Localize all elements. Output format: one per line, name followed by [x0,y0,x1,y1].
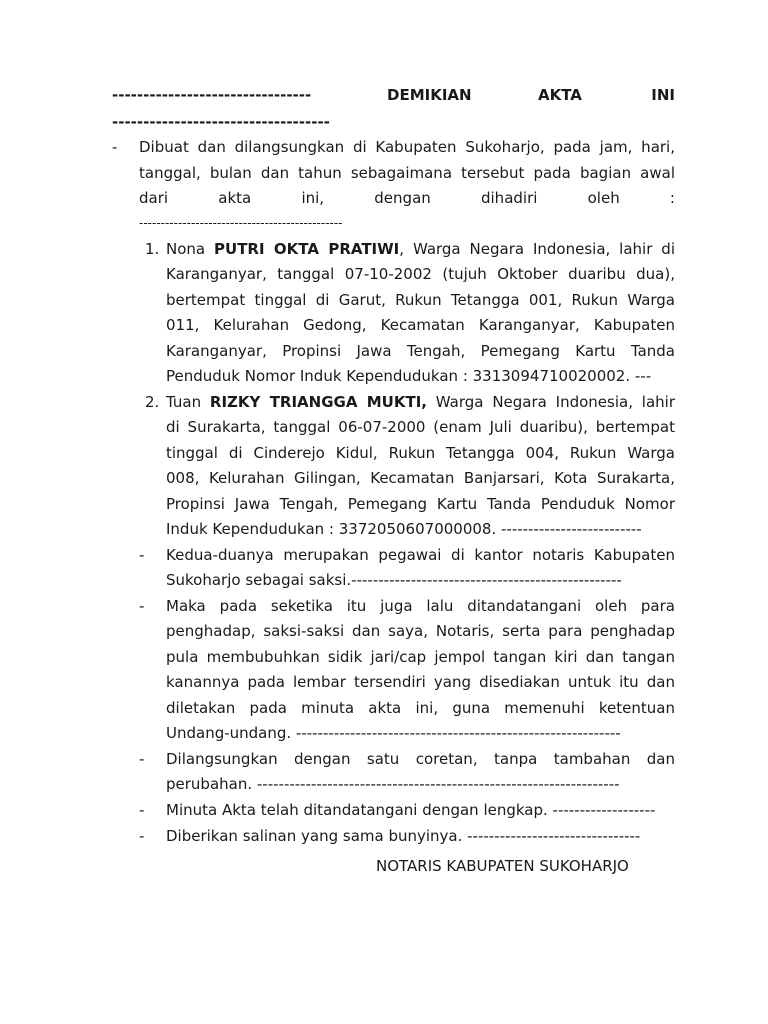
clause-2-line-1: Maka pada seketika itu juga lalu ditandatangani oleh para [166,597,675,615]
heading-word-akta: AKTA [538,86,582,104]
witness-2-line-3: tinggal di Cinderejo Kidul, Rukun Tetangga 004, Rukun Warga [166,444,675,462]
witness-2-line-1: Tuan RIZKY TRIANGGA MUKTI, Warga Negara Indonesia, lahir [166,393,675,411]
witness-1-line-4: 011, Kelurahan Gedong, Kecamatan Karanganyar, Kabupaten [166,316,675,334]
heading-dashes-line2: ----------------------------------- [112,113,330,131]
witness-2-line-6: Induk Kependudukan : 3372050607000008. -------------------------- [166,520,642,538]
heading-dashes-left: -------------------------------- [112,86,312,104]
heading-word-demikian: DEMIKIAN [387,86,472,104]
witness-1-line-3: bertempat tinggal di Garut, Rukun Tetangga 001, Rukun Warga [166,291,675,309]
witness-2-line-2: di Surakarta, tanggal 06-07-2000 (enam Juli duaribu), bertempat [166,418,675,436]
witness-2-line-5: Propinsi Jawa Tengah, Pemegang Kartu Tanda Penduduk Nomor [166,495,675,513]
witness-1-line-2: Karanganyar, tanggal 07-10-2002 (tujuh Oktober duaribu dua), [166,265,675,283]
clause-5-bullet: - [139,827,145,845]
witness-1-number: 1. [145,240,160,258]
clause-1-line-1: Kedua-duanya merupakan pegawai di kantor notaris Kabupaten [166,546,675,564]
clause-4-line-1: Minuta Akta telah ditandatangani dengan lengkap. ------------------- [166,801,656,819]
clause-3-bullet: - [139,750,145,768]
witness-2-line-4: 008, Kelurahan Gilingan, Kecamatan Banjarsari, Kota Surakarta, [166,469,675,487]
clause-2-bullet: - [139,597,145,615]
intro-line-2: tanggal, bulan dan tahun sebagaimana tersebut pada bagian awal [139,164,675,182]
notary-signature-title: NOTARIS KABUPATEN SUKOHARJO [376,857,629,875]
witness-1-line-5: Karanganyar, Propinsi Jawa Tengah, Pemegang Kartu Tanda [166,342,675,360]
clause-2-line-2: penghadap, saksi-saksi dan saya, Notaris, serta para penghadap [166,622,675,640]
intro-line-1: Dibuat dan dilangsungkan di Kabupaten Sukoharjo, pada jam, hari, [139,138,675,156]
clause-4-bullet: - [139,801,145,819]
witness-1-name: PUTRI OKTA PRATIWI [214,240,400,258]
intro-line-3: dari akta ini, dengan dihadiri oleh : [139,189,675,207]
intro-bullet: - [112,138,118,156]
intro-dashes: ----------------------------------------------- [139,216,343,230]
clause-3-line-1: Dilangsungkan dengan satu coretan, tanpa tambahan dan [166,750,675,768]
clause-2-line-3: pula membubuhkan sidik jari/cap jempol tangan kiri dan tangan [166,648,675,666]
closing-heading [112,86,675,106]
witness-2-number: 2. [145,393,160,411]
clause-3-line-2: perubahan. ------------------------------------------------------------------- [166,775,620,793]
clause-2-line-6: Undang-undang. ------------------------------------------------------------ [166,724,621,742]
witness-2-name: RIZKY TRIANGGA MUKTI, [209,393,427,411]
clause-1-line-2: Sukoharjo sebagai saksi.-------------------------------------------------- [166,571,622,589]
clause-5-line-1: Diberikan salinan yang sama bunyinya. -------------------------------- [166,827,641,845]
witness-1-line-6: Penduduk Nomor Induk Kependudukan : 3313094710020002. --- [166,367,652,385]
clause-2-line-4: kanannya pada lembar tersendiri yang disediakan untuk itu dan [166,673,675,691]
clause-1-bullet: - [139,546,145,564]
witness-1-line-1: Nona PUTRI OKTA PRATIWI, Warga Negara Indonesia, lahir di [166,240,675,258]
heading-word-ini: INI [651,86,675,104]
clause-2-line-5: diletakan pada minuta akta ini, guna memenuhi ketentuan [166,699,675,717]
